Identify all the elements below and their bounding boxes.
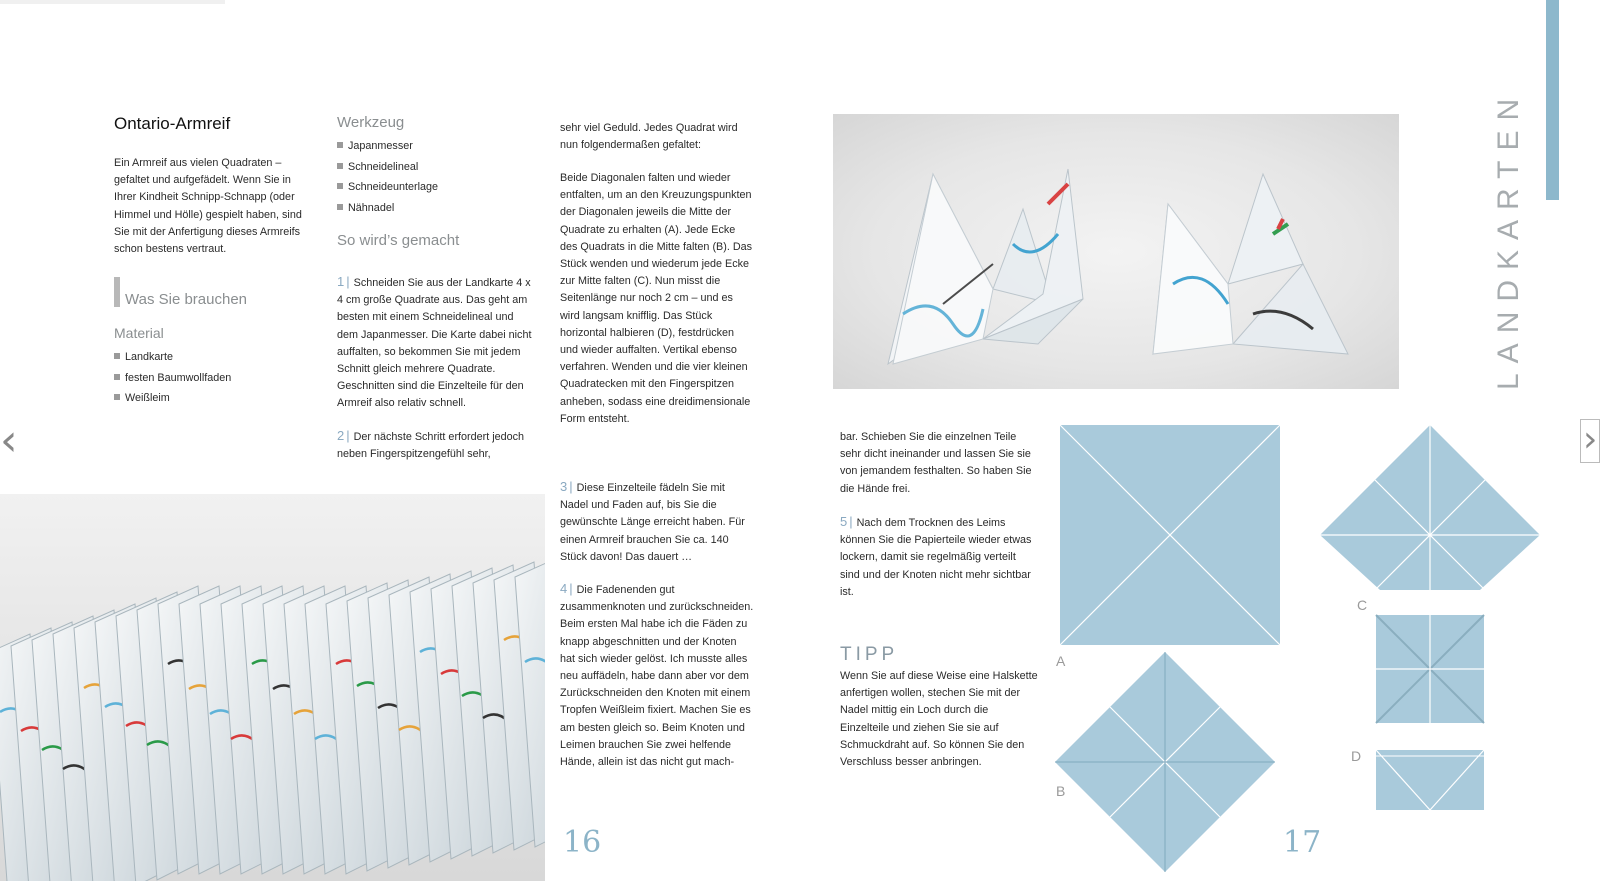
bullet-square-icon xyxy=(337,183,343,189)
bullet-square-icon xyxy=(114,374,120,380)
diagram-c xyxy=(1320,425,1540,590)
diagram-label-d: D xyxy=(1351,748,1362,764)
section-title-vertical: LANDKARTEN xyxy=(1492,88,1525,390)
diagram-b xyxy=(1055,652,1275,872)
list-item: Schneidelineal xyxy=(337,157,438,178)
list-item: Landkarte xyxy=(114,347,231,368)
list-item: Schneideunterlage xyxy=(337,177,438,198)
list-item: Nähnadel xyxy=(337,198,438,219)
prev-page-icon[interactable]: ‹ xyxy=(0,415,18,466)
tipp-text: Wenn Sie auf diese Weise eine Halskette anfertigen wollen, stechen Sie mit der Nadel mittig ein Loch durch die Einzelteile und ziehen Sie sie auf Schmuckdraht auf. So können Sie den Verschluss besser anbringen. xyxy=(840,670,1038,769)
needs-heading: Was Sie brauchen xyxy=(125,291,248,308)
tools-heading: Werkzeug xyxy=(337,114,405,131)
tools-list xyxy=(337,136,438,218)
material-heading: Material xyxy=(114,325,164,341)
page-title: Ontario-Armreif xyxy=(114,114,231,133)
tipp-heading: TIPP xyxy=(840,644,899,665)
list-item: Weißleim xyxy=(114,388,231,409)
step-3: 3 | Diese Einzelteile fädeln Sie mit Nadel und Faden auf, bis Sie die gewünschte Länge erreicht haben. Für einen Armreif brauchen Sie ca. 140 Stück davon! Das dauert … xyxy=(560,479,745,563)
bullet-square-icon xyxy=(337,204,343,210)
folding-instructions: Beide Diagonalen falten und wieder entfalten, um an den Kreuzungspunkten der Diagonalen jeweils die Mitte der Quadrate zu erhalten (A). Jede Ecke des Quadrats in die Mitte falten (B). Das Stück wenden und wiederum jede Ecke zur Mitte falten (C). Nun misst die Seitenlänge nur noch 2 cm – und es wird langsam knifflig. Das Stück horizontal halbieren (D), festdrücken und wieder auffalten. Vertikal ebenso verfahren. Wenden und die vier kleinen Quadratecken mit den Fingerspitzen anheben, sodass eine dreidimensionale Form entsteht. xyxy=(560,172,753,425)
bullet-square-icon xyxy=(337,163,343,169)
bullet-square-icon xyxy=(114,353,120,359)
page-number-left: 16 xyxy=(563,825,602,860)
page-number-right: 17 xyxy=(1283,825,1322,860)
folding-diagrams xyxy=(1050,420,1600,881)
list-item: festen Baumwollfaden xyxy=(114,368,231,389)
step-1: 1 | Schneiden Sie aus der Landkarte 4 x 4 cm große Quadrate aus. Das geht am besten mit einem Schneidelineal und dem Japanmesser. Die Karte dabei nicht auffalten, so bekommen Sie mit jedem Schnitt gleich mehrere Quadrate. Geschnitten sind die Einzelteile für den Armreif also relativ schnell. xyxy=(337,274,532,410)
diagram-d xyxy=(1376,750,1484,810)
step-2: 2 | Der nächste Schritt erfordert jedoch neben Fingerspitzengefühl sehr, xyxy=(337,428,525,461)
side-accent-bar xyxy=(1546,0,1559,200)
section-marker xyxy=(114,277,120,307)
howto-heading: So wird’s gemacht xyxy=(337,232,460,249)
origami-photo xyxy=(833,114,1399,389)
top-rule xyxy=(0,0,225,4)
material-list xyxy=(114,347,231,409)
diagram-label-c: C xyxy=(1357,597,1368,613)
diagram-label-b: B xyxy=(1056,783,1066,799)
continued-text: bar. Schieben Sie die einzelnen Teile sehr dicht ineinander und lassen Sie sie von jemandem festhalten. So haben Sie die Hände frei. xyxy=(840,431,1032,495)
diagram-a xyxy=(1060,425,1280,645)
bullet-square-icon xyxy=(114,394,120,400)
next-page-icon[interactable]: › xyxy=(1580,419,1600,463)
intro-paragraph: Ein Armreif aus vielen Quadraten – gefaltet und aufgefädelt. Wenn Sie in Ihrer Kindheit Schnipp-Schnapp (oder Himmel und Hölle) gespielt haben, sind Sie mit der Anfertigung dieses Armreifs schon bestens vertraut. xyxy=(114,157,302,256)
col3-intro: sehr viel Geduld. Jedes Quadrat wird nun folgendermaßen gefaltet: xyxy=(560,122,738,152)
list-item: Japanmesser xyxy=(337,136,438,157)
step-5: 5 | Nach dem Trocknen des Leims können Sie die Papierteile wieder etwas lockern, damit sie regelmäßig verteilt sind und der Knoten nicht mehr sichtbar ist. xyxy=(840,514,1032,598)
step-4: 4 | Die Fadenenden gut zusammenknoten und zurückschneiden. Beim ersten Mal habe ich die Fäden zu knapp abgeschnitten und der Knoten hat sich wieder gelöst. Ich musste alles neu auffädeln, habe dann aber vor dem Zurückschneiden den Knoten mit einem Tropfen Weißleim fixiert. Machen Sie es am besten gleich so. Beim Knoten und Leimen brauchen Sie zwei helfende Hände, allein ist das nicht gut mach- xyxy=(560,581,754,769)
bracelet-photo xyxy=(0,494,545,881)
bullet-square-icon xyxy=(337,142,343,148)
diagram-label-a: A xyxy=(1056,653,1066,669)
